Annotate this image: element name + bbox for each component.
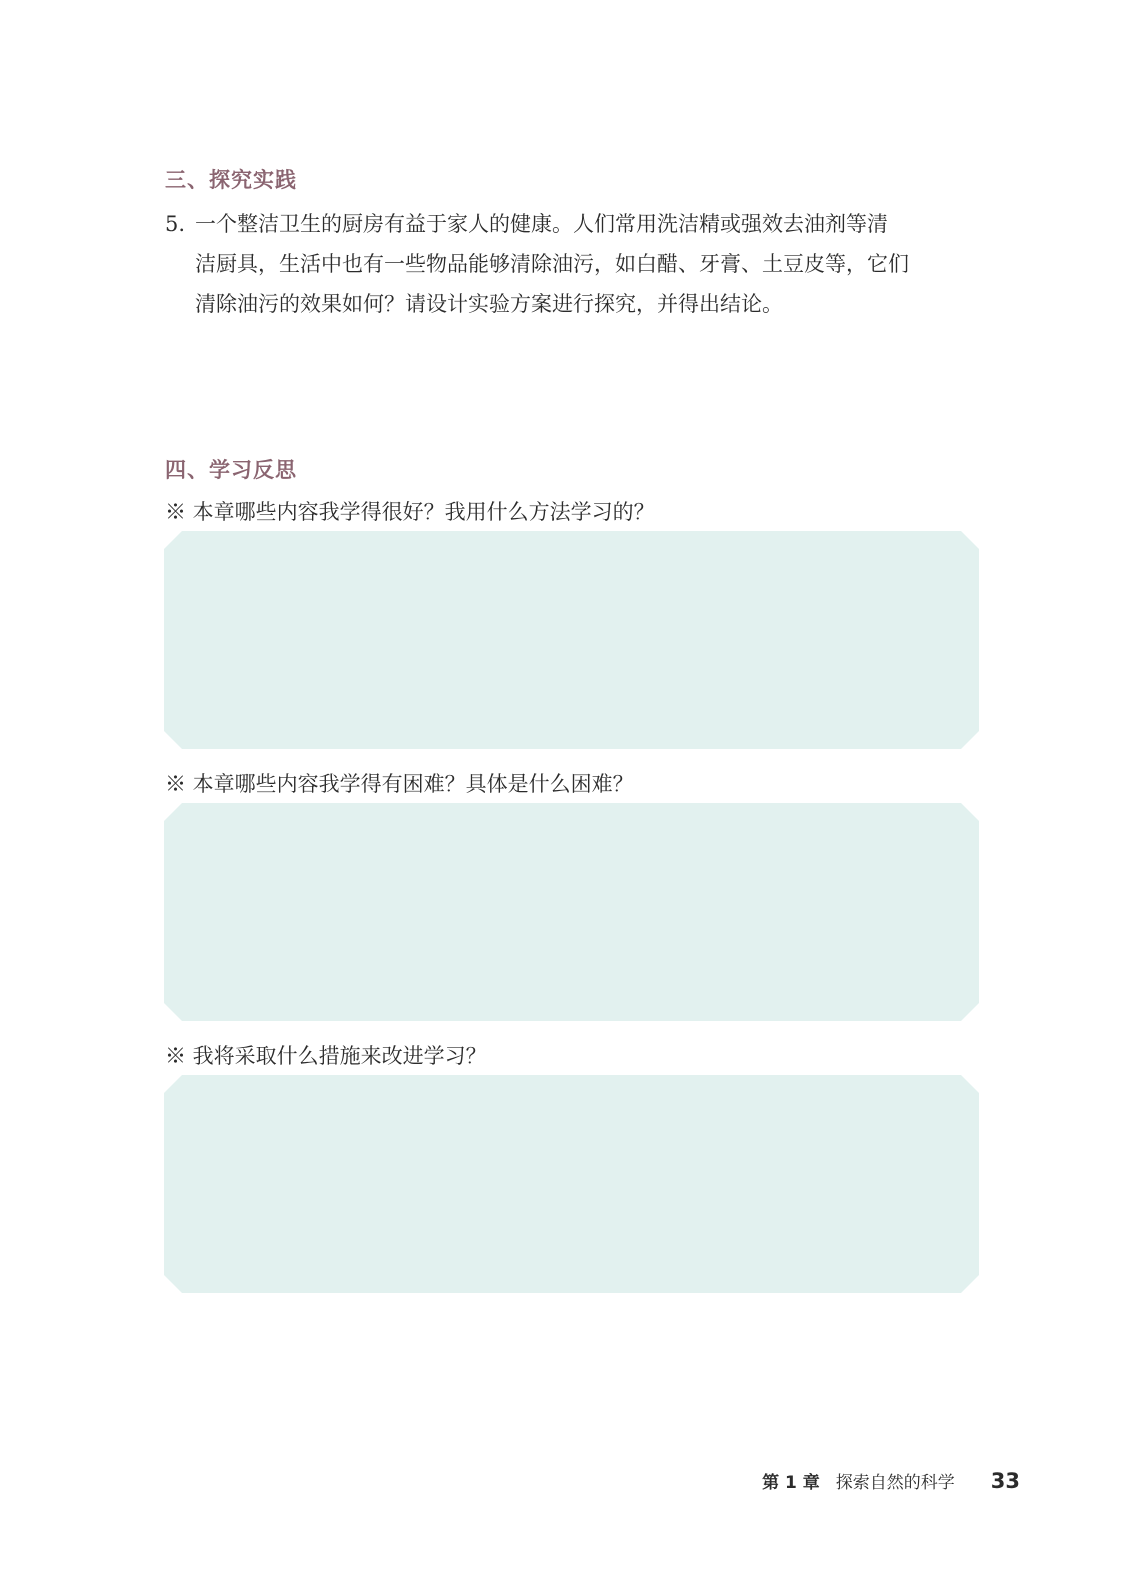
footer-chapter-title: 探索自然的科学: [835, 1473, 955, 1493]
reflection-prompt-3: ※ 我将采取什么措施来改进学习？: [165, 1044, 487, 1068]
answer-box-1[interactable]: [164, 531, 979, 749]
question-text-line-3: 清除油污的效果如何？请设计实验方案进行探究，并得出结论。: [195, 292, 783, 316]
section-heading-learning-reflection: 四、学习反思: [165, 458, 297, 482]
reflection-prompt-1: ※ 本章哪些内容我学得很好？我用什么方法学习的？: [165, 500, 655, 524]
question-5: [165, 204, 985, 324]
question-text-line-2: 洁厨具，生活中也有一些物品能够清除油污，如白醋、牙膏、土豆皮等，它们: [195, 252, 909, 276]
answer-box-3[interactable]: [164, 1075, 979, 1293]
section-heading-inquiry-practice: 三、探究实践: [165, 168, 297, 192]
question-number: 5.: [165, 212, 186, 236]
question-text-line-1: 一个整洁卫生的厨房有益于家人的健康。人们常用洗洁精或强效去油剂等清: [195, 212, 888, 236]
footer-chapter: 第 1 章: [762, 1473, 820, 1493]
page-number: 33: [990, 1469, 1020, 1493]
reflection-prompt-2: ※ 本章哪些内容我学得有困难？具体是什么困难？: [165, 772, 634, 796]
page-footer: [762, 1468, 1020, 1493]
answer-box-2[interactable]: [164, 803, 979, 1021]
